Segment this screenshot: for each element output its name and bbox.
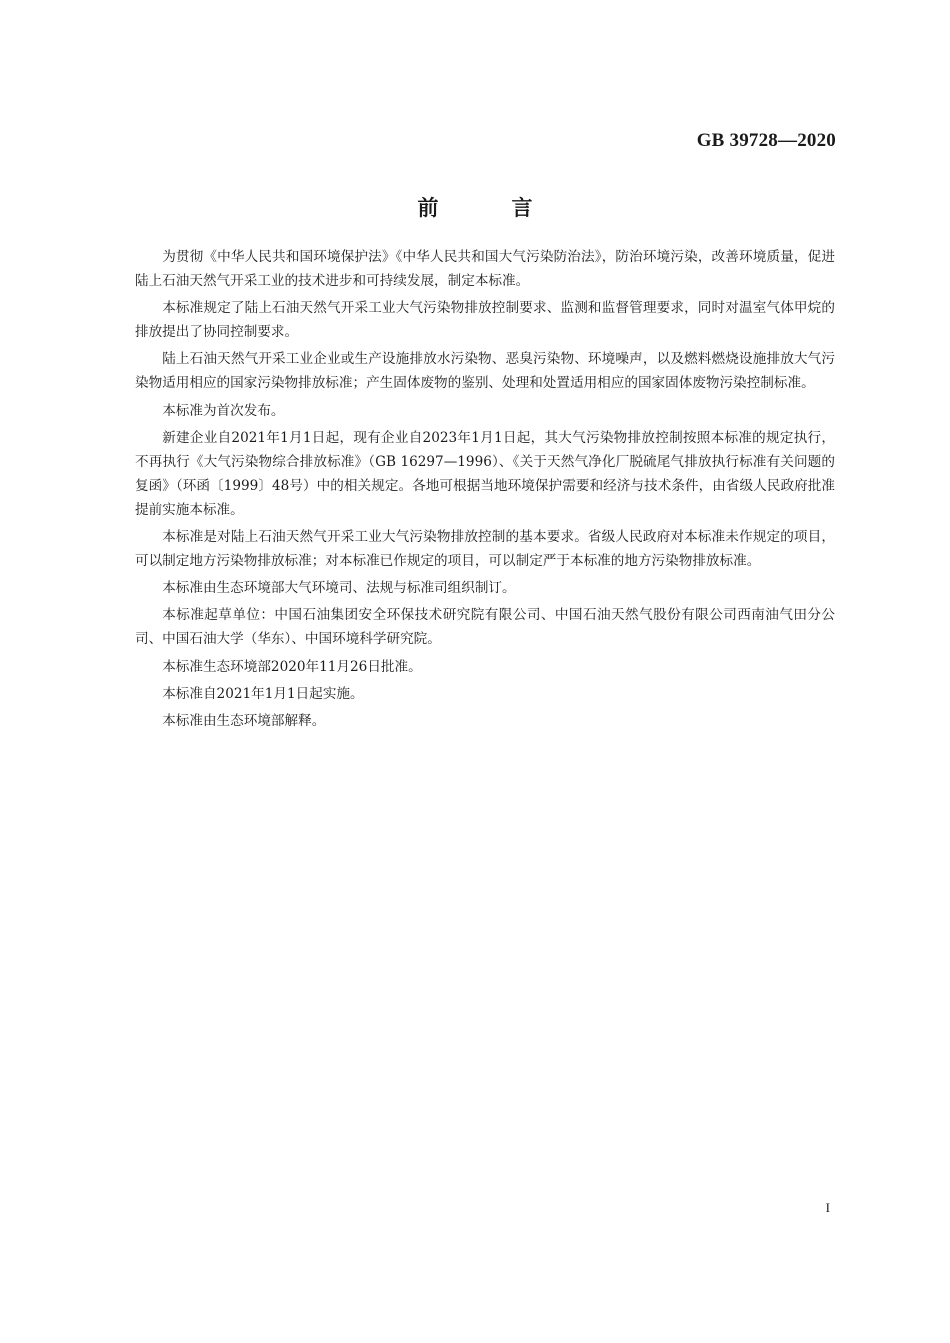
paragraph: 为贯彻《中华人民共和国环境保护法》《中华人民共和国大气污染防治法》，防治环境污染，改善环境质量，促进陆上石油天然气开采工业的技术进步和可持续发展，制定本标准。 (135, 249, 835, 289)
paragraph: 陆上石油天然气开采工业企业或生产设施排放水污染物、恶臭污染物、环境噪声，以及燃料燃烧设施排放大气污染物适用相应的国家污染物排放标准；产生固体废物的鉴别、处理和处置适用相应的国家固体废物污染控制标准。 (135, 351, 835, 392)
paragraph: 本标准为首次发布。 (162, 402, 285, 419)
paragraph: 本标准起草单位：中国石油集团安全环保技术研究院有限公司、中国石油天然气股份有限公司西南油气田分公司、中国石油大学（华东）、中国环境科学研究院。 (135, 607, 835, 648)
page-number: I (825, 1200, 830, 1215)
page-title: 前 言 (417, 196, 559, 220)
paragraph: 新建企业自2021年1月1日起，现有企业自2023年1月1日起，其大气污染物排放控制按照本标准的规定执行，不再执行《大气污染物综合排放标准》（GB 16297—1996）、《关于天然气净化厂脱硫尾气排放执行标准有关问题的复函》（环函〔1999〕48号）中的相关规定。各地可根据当地环境保护需要和经济与技术条件，由省级人民政府批准提前实施本标准。 (135, 429, 835, 518)
foreword-body (135, 245, 835, 736)
paragraph: 本标准生态环境部2020年11月26日批准。 (162, 658, 422, 675)
paragraph: 本标准是对陆上石油天然气开采工业大气污染物排放控制的基本要求。省级人民政府对本标准未作规定的项目，可以制定地方污染物排放标准；对本标准已作规定的项目，可以制定严于本标准的地方污染物排放标准。 (135, 528, 835, 569)
paragraph: 本标准自2021年1月1日起实施。 (162, 685, 364, 702)
standard-code: GB 39728—2020 (696, 130, 836, 151)
paragraph: 本标准由生态环境部解释。 (162, 712, 326, 729)
paragraph: 本标准规定了陆上石油天然气开采工业大气污染物排放控制要求、监测和监督管理要求，同时对温室气体甲烷的排放提出了协同控制要求。 (135, 300, 835, 341)
paragraph: 本标准由生态环境部大气环境司、法规与标准司组织制订。 (162, 580, 516, 597)
